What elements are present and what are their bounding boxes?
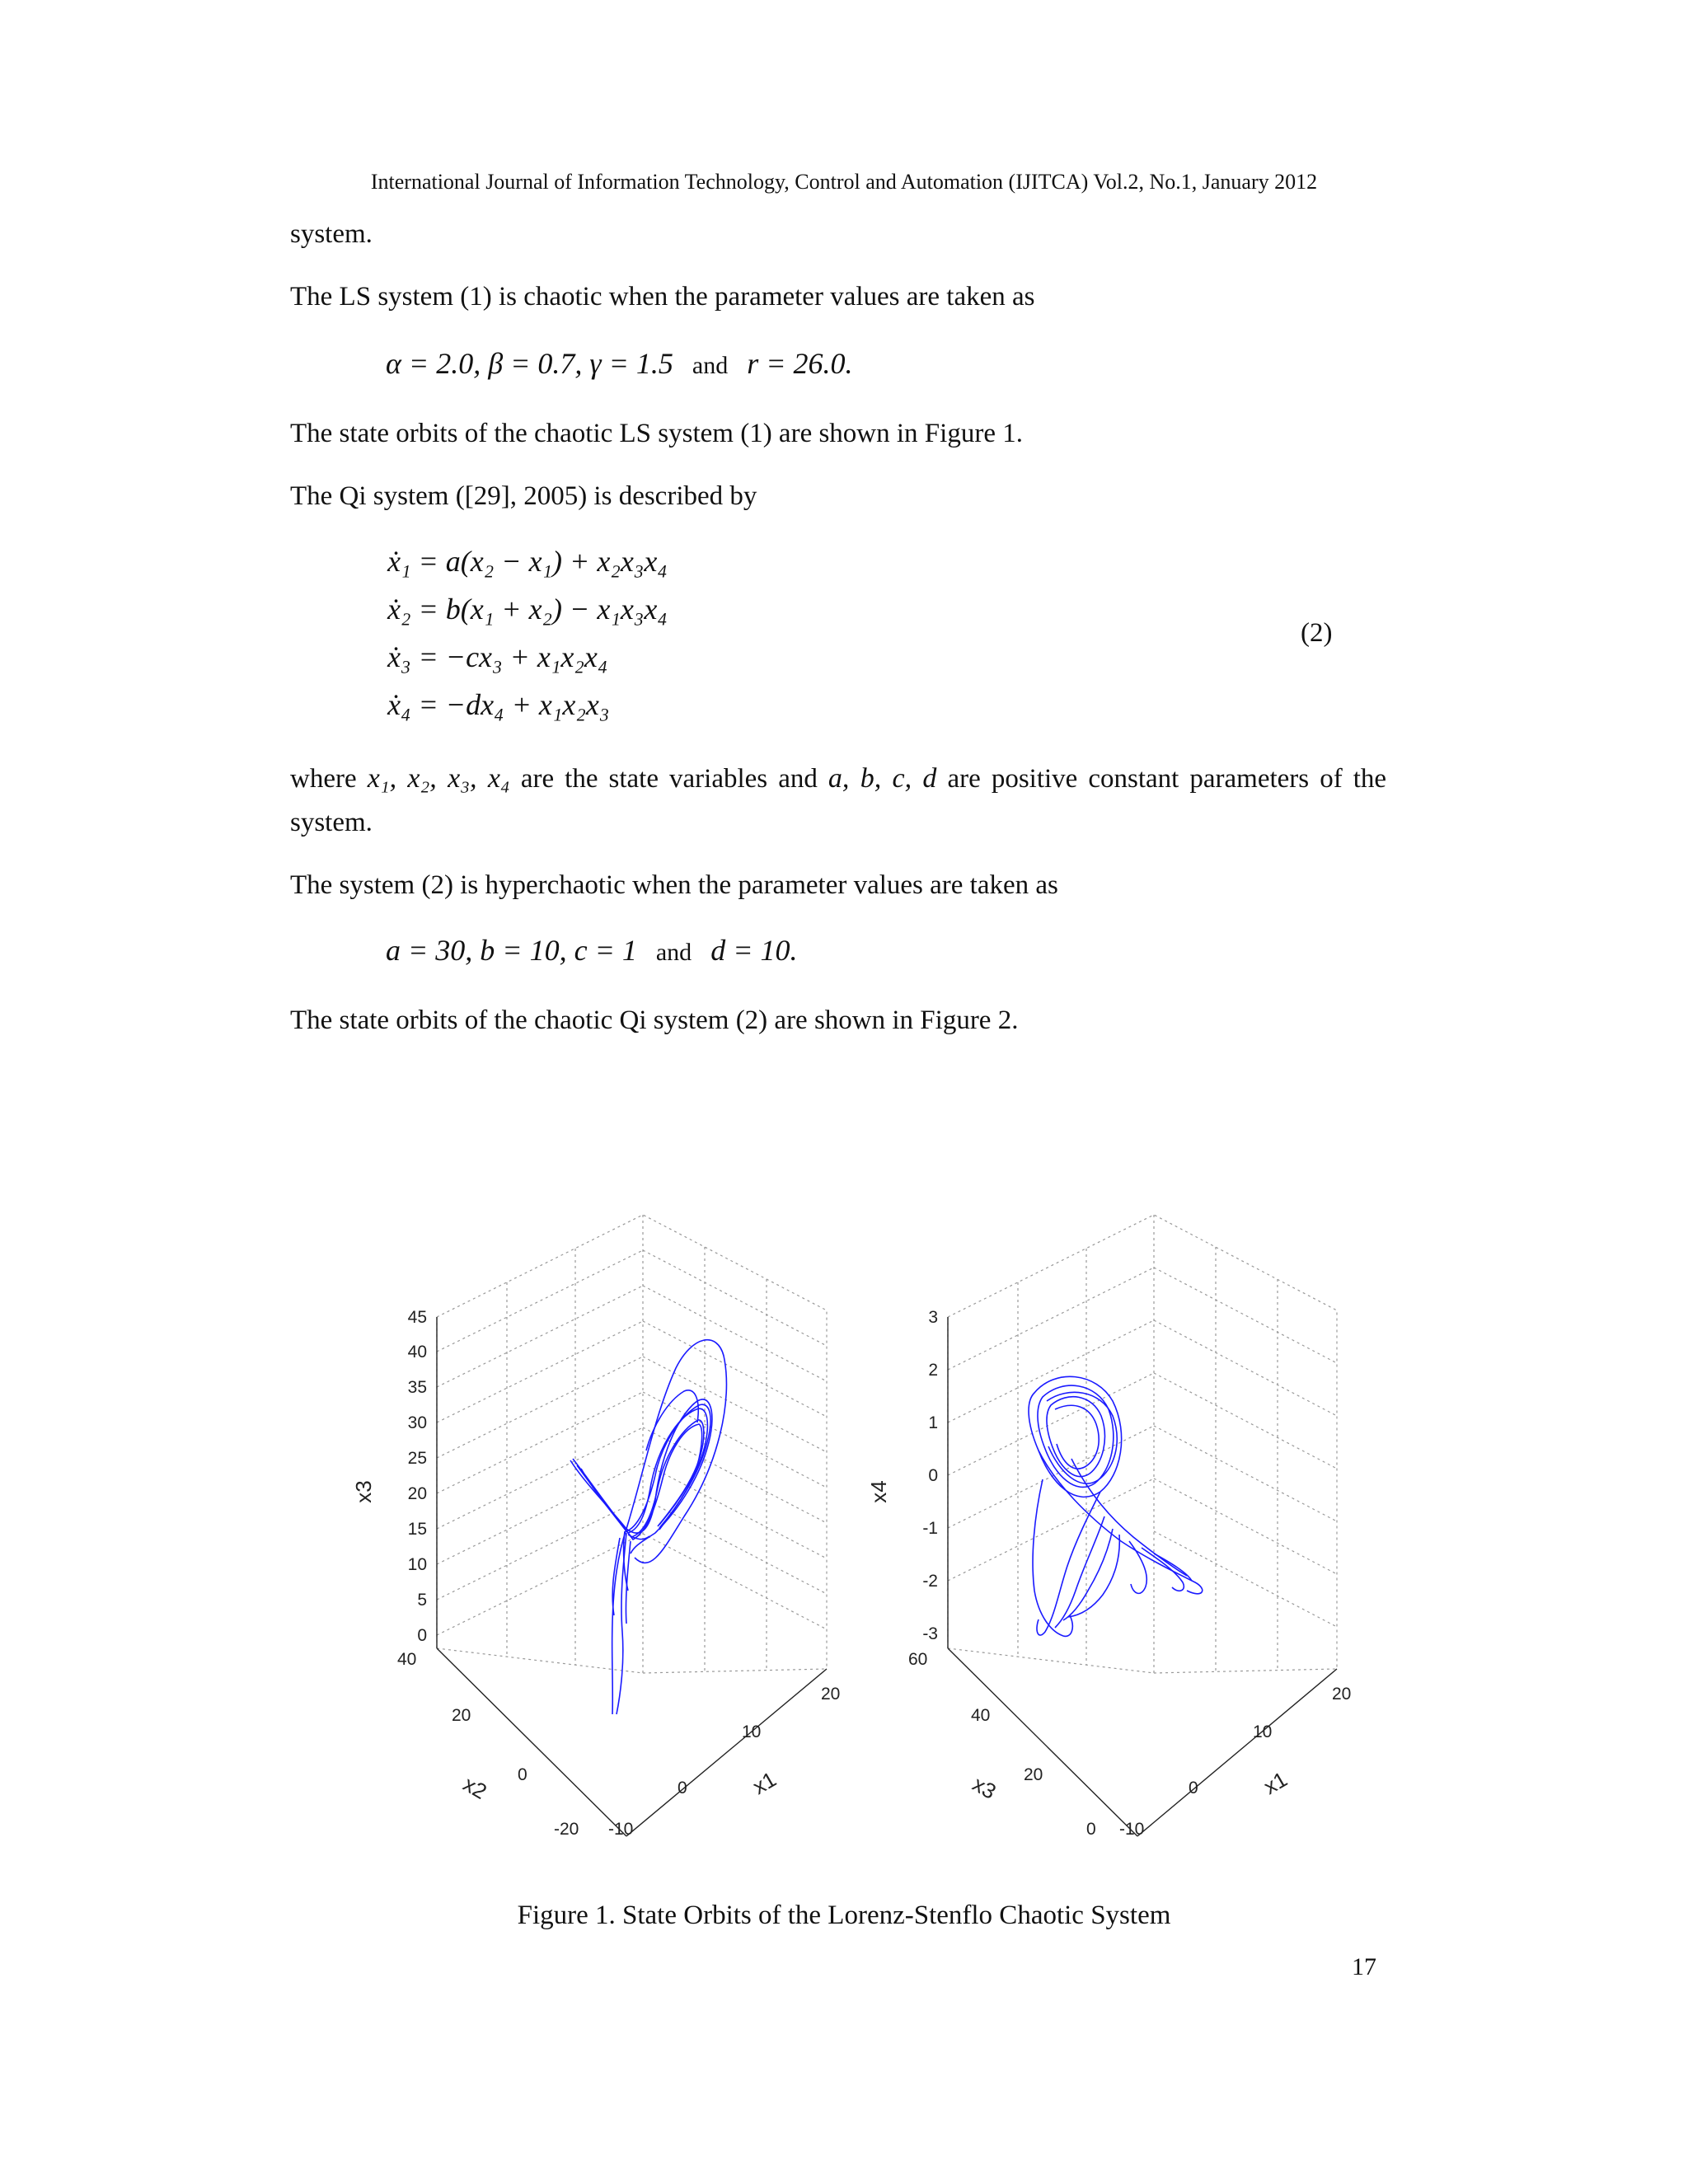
- equation-2: ẋ₂ = b(x₁ + x₂) − x₁x₃x₄: [387, 593, 668, 626]
- journal-header: International Journal of Information Technology, Control and Automation (IJITCA) Vol.2, No.1, January 2012: [370, 170, 1318, 194]
- plot-2-ztick-minus1: -1: [922, 1519, 938, 1538]
- plot-1-ztick-25: 25: [407, 1449, 427, 1468]
- plot-2-ytick-20: 20: [1024, 1765, 1043, 1784]
- ls-parameter-and: and: [692, 352, 729, 379]
- paragraph-qi-intro: The Qi system ([29], 2005) is described by: [290, 481, 757, 511]
- plot-1-orbit: [570, 1340, 726, 1714]
- paragraph-state-variables: [290, 763, 1386, 794]
- plot-2-ztick-minus2: -2: [922, 1572, 938, 1591]
- page-number: 17: [1352, 1953, 1376, 1980]
- plot-2-axes: [948, 1317, 1337, 1836]
- plot-1-ytick-40: 40: [397, 1650, 417, 1669]
- plot-1-ztick-0: 0: [417, 1626, 427, 1645]
- plot-1-z-ticks: [408, 1308, 427, 1645]
- state-variables-text: are the state variables and: [520, 764, 818, 794]
- equation-1: ẋ₁ = a(x₂ − x₁) + x₂x₃x₄: [387, 545, 668, 578]
- plot-1-x-ticks: [608, 1685, 840, 1839]
- ls-parameter-r: r = 26.0.: [747, 347, 853, 380]
- plot-1-ztick-10: 10: [407, 1555, 427, 1574]
- plot-1-ytick-minus20: -20: [554, 1820, 579, 1839]
- constant-parameters: a, b, c, d: [828, 763, 937, 794]
- plot-1-ytick-0: 0: [518, 1765, 528, 1784]
- plot-1-xtick-minus10: -10: [608, 1820, 634, 1839]
- qi-parameters: [386, 933, 797, 968]
- plot-2-xtick-20: 20: [1332, 1685, 1352, 1704]
- equation-4: ẋ₄ = −dx₄ + x₁x₂x₃: [387, 688, 610, 721]
- plot-1: [351, 1215, 840, 1839]
- plot-2-xtick-minus10: -10: [1119, 1820, 1145, 1839]
- qi-parameter-d: d = 10.: [710, 934, 798, 967]
- qi-parameter-and: and: [655, 939, 692, 966]
- plot-1-ztick-35: 35: [407, 1378, 427, 1397]
- plot-2-grid: [948, 1215, 1337, 1673]
- plot-1-axes: [437, 1317, 827, 1836]
- plot-2: [866, 1215, 1351, 1839]
- plot-2-ztick-2: 2: [928, 1361, 938, 1380]
- plot-1-grid: [437, 1215, 827, 1673]
- plot-2-x-ticks: [1119, 1685, 1351, 1839]
- constant-parameters-text: are positive constant parameters of the: [947, 764, 1387, 794]
- plot-2-ztick-minus3: -3: [922, 1624, 938, 1643]
- ls-parameters: [386, 346, 853, 381]
- equation-number: (2): [1301, 618, 1333, 648]
- plot-2-y-label: x3: [968, 1771, 1001, 1804]
- paragraph-system-2: system.: [290, 808, 373, 837]
- plot-1-xtick-10: 10: [742, 1722, 762, 1741]
- where-text: where: [290, 764, 357, 794]
- paragraph-ls-orbits: The state orbits of the chaotic LS system (1) are shown in Figure 1.: [290, 419, 1023, 448]
- qi-parameter-values: a = 30, b = 10, c = 1: [386, 934, 637, 967]
- ls-parameter-values: α = 2.0, β = 0.7, γ = 1.5: [386, 347, 673, 380]
- plot-1-ztick-30: 30: [407, 1413, 427, 1432]
- plot-2-ytick-0: 0: [1086, 1820, 1096, 1839]
- plot-2-ztick-0: 0: [928, 1466, 938, 1485]
- paragraph-system: system.: [290, 219, 373, 249]
- paragraph-hyperchaotic: The system (2) is hyperchaotic when the parameter values are taken as: [290, 870, 1058, 900]
- paragraph-qi-orbits: The state orbits of the chaotic Qi system (2) are shown in Figure 2.: [290, 1005, 1019, 1035]
- plot-1-xtick-0: 0: [678, 1779, 687, 1797]
- plot-2-z-label: x4: [866, 1480, 891, 1503]
- plot-2-x-label: x1: [1259, 1766, 1292, 1800]
- plot-1-ytick-20: 20: [452, 1706, 471, 1725]
- state-variables: x₁, x₂, x₃, x₄: [367, 763, 510, 794]
- plot-2-ztick-1: 1: [928, 1413, 938, 1432]
- plot-2-z-ticks: [922, 1308, 938, 1643]
- figure-state-orbits: [330, 1203, 1401, 1846]
- plot-2-y-ticks: [908, 1650, 1096, 1839]
- figure-caption: Figure 1. State Orbits of the Lorenz-Stenflo Chaotic System: [517, 1900, 1171, 1930]
- plot-1-y-label: x2: [459, 1771, 491, 1804]
- plot-1-z-label: x3: [351, 1480, 376, 1503]
- paragraph-ls-chaotic: The LS system (1) is chaotic when the parameter values are taken as: [290, 282, 1035, 312]
- plot-1-y-ticks: [397, 1650, 579, 1839]
- plot-2-ytick-40: 40: [971, 1706, 991, 1725]
- plot-2-ytick-60: 60: [908, 1650, 928, 1669]
- plot-2-xtick-0: 0: [1189, 1779, 1198, 1797]
- plot-1-x-label: x1: [748, 1766, 781, 1800]
- plot-1-xtick-20: 20: [821, 1685, 841, 1704]
- plot-1-ztick-40: 40: [407, 1343, 427, 1361]
- plot-1-ztick-45: 45: [407, 1308, 427, 1327]
- plot-2-orbit: [1029, 1376, 1203, 1636]
- plot-2-xtick-10: 10: [1253, 1722, 1273, 1741]
- plot-1-ztick-5: 5: [417, 1591, 427, 1610]
- plot-2-ztick-3: 3: [928, 1308, 938, 1327]
- equation-3: ẋ₃ = −cx₃ + x₁x₂x₄: [387, 640, 608, 673]
- plot-1-ztick-20: 20: [407, 1484, 427, 1503]
- plot-1-ztick-15: 15: [407, 1520, 427, 1539]
